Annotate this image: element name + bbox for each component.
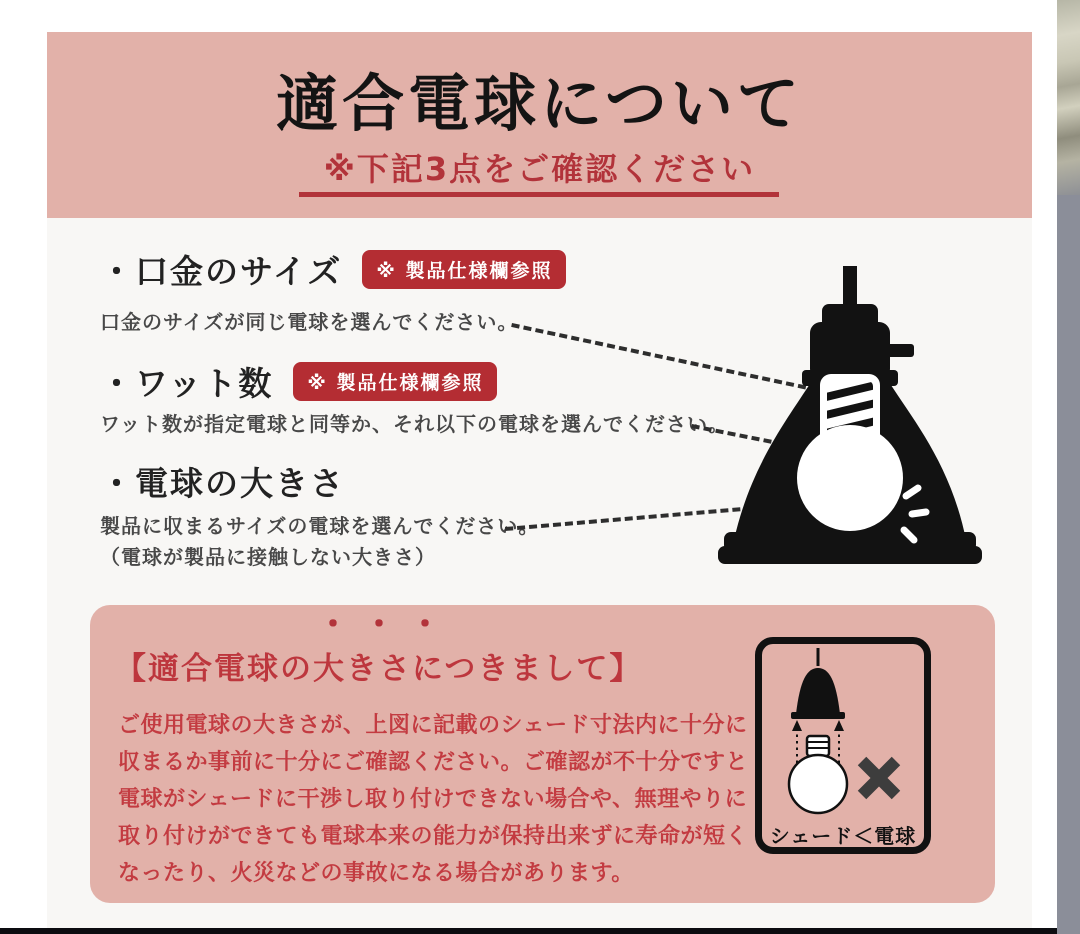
x-mark-icon <box>858 757 900 799</box>
bullet-socket-size <box>100 246 566 293</box>
spec-reference-badge: ※ 製品仕様欄参照 <box>362 250 566 289</box>
header-subtitle: ※下記3点をご確認ください <box>323 150 756 188</box>
page-title: 適合電球について <box>276 67 803 140</box>
bullet-label-bulb-size: ・電球の大きさ <box>100 464 345 503</box>
adjacent-photo-fragment <box>1057 0 1080 195</box>
mini-shade-icon <box>796 668 840 714</box>
subtitle-underline <box>299 192 779 197</box>
bulb-size-notice-box <box>90 605 995 903</box>
desc-wattage: ワット数が指定電球と同等か、それ以下の電球を選んでください。 <box>100 412 729 436</box>
notice-body-line: 取り付けができても電球本来の能力が保持出来ずに寿命が短く <box>118 824 749 849</box>
next-section-edge <box>0 928 1057 934</box>
shade-vs-bulb-diagram <box>755 648 931 826</box>
shade-vs-bulb-box <box>755 637 931 854</box>
mini-bulb-icon <box>789 755 847 813</box>
adjacent-image-strip[interactable] <box>1057 0 1080 934</box>
compatible-bulb-infographic <box>47 32 1032 929</box>
desc-socket-size: 口金のサイズが同じ電球を選んでください。 <box>100 310 519 334</box>
notice-body-line: ご使用電球の大きさが、上図に記載のシェード寸法内に十分に <box>118 713 748 738</box>
notice-body-line: なったり、火災などの事故になる場合があります。 <box>118 861 634 886</box>
diagram-caption: シェード＜電球 <box>769 824 917 848</box>
pendant-lamp-illustration <box>718 266 998 596</box>
spec-reference-badge: ※ 製品仕様欄参照 <box>293 362 497 401</box>
desc-bulb-size: 製品に収まるサイズの電球を選んでください。 <box>100 514 540 538</box>
notice-body <box>118 707 748 892</box>
bullet-wattage <box>100 358 497 405</box>
notice-body-line: 電球がシェードに干渉し取り付けできない場合や、無理やりに <box>118 787 748 812</box>
emphasis-dots: ・・・ <box>316 605 454 645</box>
mini-bulb-base <box>807 736 829 756</box>
bullet-bulb-size <box>100 458 345 505</box>
notice-body-line: 収まるか事前に十分にご確認ください。ご確認が不十分ですと <box>118 750 749 775</box>
desc-bulb-size-note: （電球が製品に接触しない大きさ） <box>100 545 436 569</box>
bullet-label-socket-size: ・口金のサイズ <box>100 252 343 291</box>
notice-title: 【適合電球の大きさにつきまして】 <box>115 651 643 687</box>
header-banner <box>47 32 1032 218</box>
bullet-label-wattage: ・ワット数 <box>100 364 274 403</box>
bulb-glow <box>797 425 903 531</box>
